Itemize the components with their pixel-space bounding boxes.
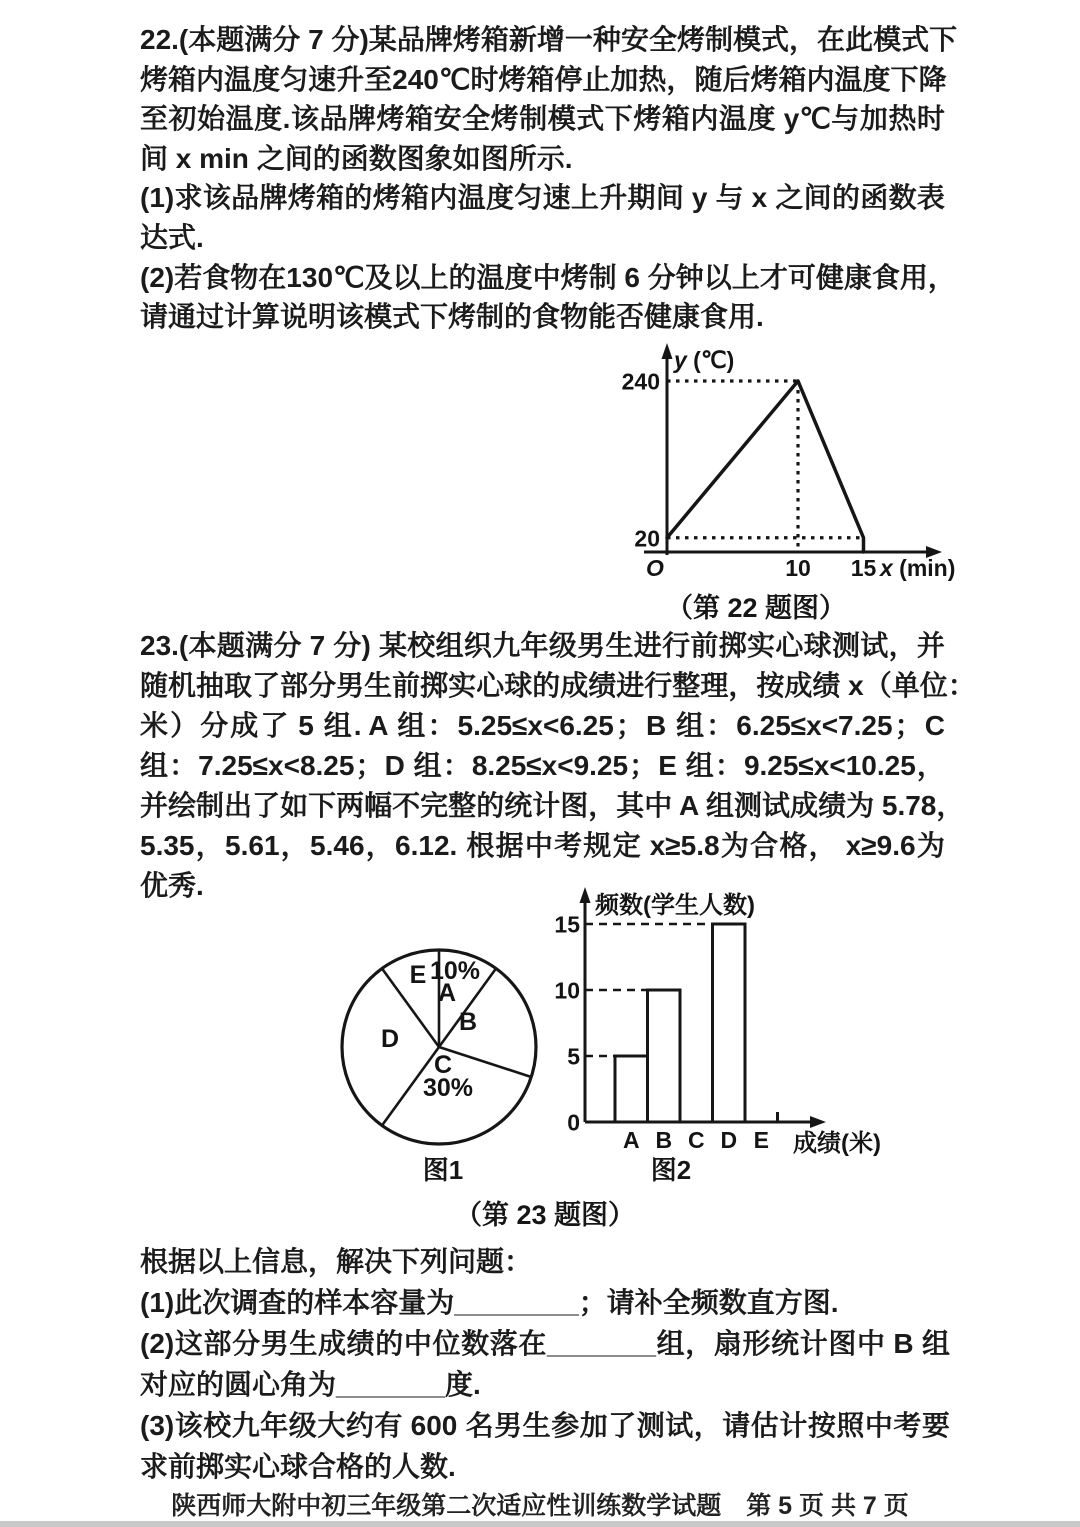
text-line: 求前掷实心球合格的人数. bbox=[140, 1451, 456, 1482]
category-label: C bbox=[687, 1127, 705, 1153]
x-axis-arrow-icon bbox=[810, 1116, 826, 1128]
bar-x-axis-title: 成绩(米) bbox=[793, 1130, 881, 1157]
pie-slice-label: C bbox=[433, 1051, 453, 1079]
x-tick-label: 15 bbox=[850, 555, 877, 581]
text-line: 达式. bbox=[140, 221, 204, 253]
frequency-bar bbox=[615, 1056, 648, 1122]
text-line: (1) 求 该 品 牌 烤 箱 的 烤 箱 内 温 度 匀 速 上 升 期 间 y 与 x 之 间 的 函 数 表 bbox=[140, 182, 945, 214]
y-tick-label: 5 bbox=[567, 1043, 580, 1070]
text-line: (2) 若 食 物 在 130℃ 及 以 上 的 温 度 中 烤 制 6 分 钟 以 上 才 可 健 康 食 用 ， bbox=[140, 261, 956, 293]
page-footer: 陕西师大附中初三年级第二次适应性训练数学试题 第 5 页 共 7 页 bbox=[171, 1492, 909, 1520]
text-line: 随 机 抽 取 了 部 分 男 生 前 掷 实 心 球 的 成 绩 进 行 整 理 ， 按 成 绩 x （ 单 位 ： bbox=[140, 670, 976, 701]
text-line: 对应的圆心角为_______度. bbox=[140, 1369, 481, 1400]
category-label: A bbox=[622, 1127, 640, 1153]
text-line: 22.( 本 题 满 分 7 分 ) 某 品 牌 烤 箱 新 增 一 种 安 全 烤 制 模 式 ， 在 此 模 式 下 bbox=[140, 24, 958, 55]
text-line: 米 ） 分 成 了 5 组 . A 组 ： 5.25≤x<6.25 ； B 组 ： 6.25≤x<7.25 ； C bbox=[140, 710, 945, 741]
text-line: 烤 箱 内 温 度 匀 速 升 至 240℃ 时 烤 箱 停 止 加 热 ， 随 后 烤 箱 内 温 度 下 降 bbox=[140, 63, 947, 95]
x-tick-label: 10 bbox=[785, 555, 811, 581]
text-line: 5.35 ， 5.61 ， 5.46 ， 6.12. 根 据 中 考 规 定 x≥5.8 为 合 格 ， x≥9.6 为 bbox=[140, 830, 945, 861]
y-tick-label: 0 bbox=[567, 1109, 580, 1136]
text-line: 优秀. bbox=[140, 870, 204, 901]
y-axis-label: y (℃) bbox=[674, 347, 735, 373]
category-label: D bbox=[720, 1127, 738, 1153]
pie-slice-label: D bbox=[380, 1025, 400, 1053]
text-line: 根据以上信息，解决下列问题： bbox=[140, 1246, 533, 1277]
text-line: (1)此次调查的样本容量为________；请补全频数直方图. bbox=[140, 1287, 839, 1318]
text-line: 组 ： 7.25≤x<8.25 ； D 组 ： 8.25≤x<9.25 ； E 组 ： 9.25≤x<10.25 ， bbox=[140, 750, 945, 781]
pie-percent-label: 10% bbox=[429, 957, 481, 985]
y-tick-label: 240 bbox=[621, 368, 660, 395]
category-label: B bbox=[655, 1127, 673, 1153]
text-line: 并 绘 制 出 了 如 下 两 幅 不 完 整 的 统 计 图 ， 其 中 A 组 测 试 成 绩 为 5.78 ， bbox=[140, 790, 965, 821]
question-22-text bbox=[140, 20, 958, 337]
text-line: (2) 这 部 分 男 生 成 绩 的 中 位 数 落 在 _______ 组 ， 扇 形 统 计 图 中 B 组 bbox=[140, 1328, 950, 1359]
text-line: 间 x min 之间的函数图象如图所示. bbox=[140, 142, 573, 174]
bar-caption: 图2 bbox=[650, 1155, 692, 1185]
pie-slice-label: E bbox=[409, 961, 427, 989]
y-tick-label: 20 bbox=[634, 525, 660, 552]
pie-slice-label: A bbox=[437, 979, 457, 1007]
fig23-pie-chart bbox=[330, 898, 560, 1154]
y-tick-label: 10 bbox=[554, 977, 580, 1004]
frequency-bar bbox=[713, 924, 746, 1122]
temperature-curve bbox=[667, 381, 864, 552]
y-axis-arrow-icon bbox=[580, 887, 591, 903]
fig23-bar-chart bbox=[550, 885, 995, 1165]
text-line: 至 初 始 温 度 . 该 品 牌 烤 箱 安 全 烤 制 模 式 下 烤 箱 内 温 度 y℃ 与 加 热 时 bbox=[140, 103, 945, 135]
bar-y-axis-title: 频数(学生人数) bbox=[595, 892, 755, 919]
text-line: (3) 该 校 九 年 级 大 约 有 600 名 男 生 参 加 了 测 试 ， 请 估 计 按 照 中 考 要 bbox=[140, 1410, 950, 1441]
pie-slice-boundary bbox=[439, 1047, 531, 1077]
x-axis-label: x (min) bbox=[880, 555, 956, 581]
pie-percent-label: 30% bbox=[422, 1074, 474, 1102]
question-23-subquestions bbox=[140, 1241, 950, 1487]
fig22-line-chart bbox=[612, 340, 962, 582]
question-23-text bbox=[140, 626, 976, 906]
fig23-caption: （第 23 题图） bbox=[454, 1200, 636, 1230]
scan-edge-artifact bbox=[0, 1521, 1080, 1527]
text-line: 23.( 本 题 满 分 7 分 ) 某 校 组 织 九 年 级 男 生 进 行 前 掷 实 心 球 测 试 ， 并 bbox=[140, 630, 945, 661]
origin-label: O bbox=[646, 555, 664, 581]
category-label: E bbox=[753, 1127, 769, 1153]
pie-caption: 图1 bbox=[422, 1155, 464, 1185]
fig22-caption: （第 22 题图） bbox=[665, 593, 847, 623]
frequency-bar bbox=[648, 990, 681, 1122]
pie-slice-label: B bbox=[458, 1008, 478, 1036]
y-axis-arrow-icon bbox=[662, 343, 673, 359]
text-line: 请通过计算说明该模式下烤制的食物能否健康食用. bbox=[140, 301, 764, 333]
y-tick-label: 15 bbox=[554, 911, 580, 938]
